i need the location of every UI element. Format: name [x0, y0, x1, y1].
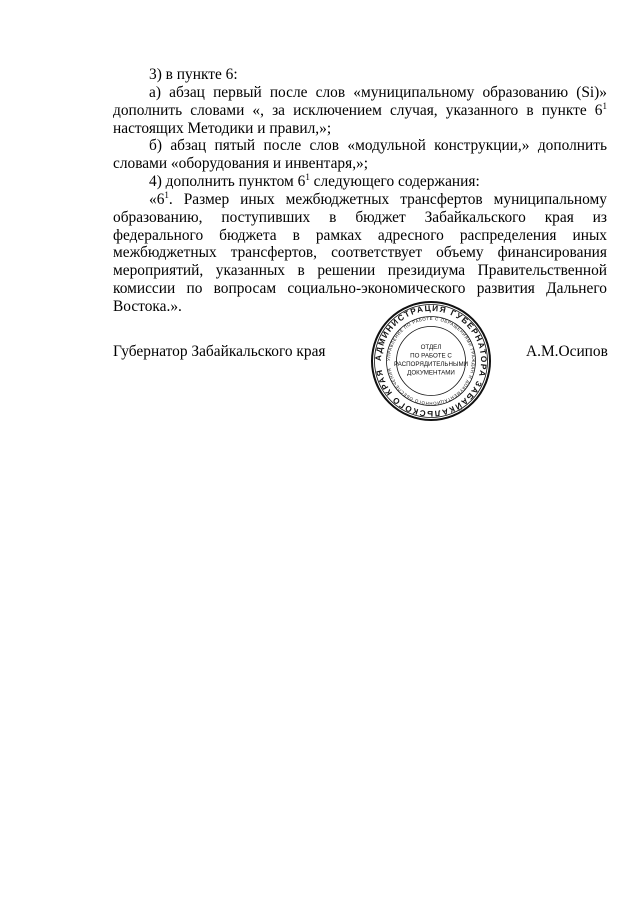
paragraph-new-point	[113, 191, 607, 316]
superscript: 1	[305, 172, 310, 182]
paragraph-subitem-b	[113, 137, 607, 173]
superscript: 1	[602, 100, 607, 111]
paragraph-text: настоящих Методики и правил,»;	[113, 119, 332, 137]
paragraph-item-4	[113, 173, 607, 191]
paragraph-text: 3) в пункте 6:	[149, 66, 238, 83]
seal-outer-text: АДМИНИСТРАЦИЯ ГУБЕРНАТОРА ЗАБАЙКАЛЬСКОГО КРАЯ	[373, 303, 489, 419]
seal-inner-text: УПРАВЛЕНИЕ ПО РАБОТЕ С ОБРАЩЕНИЯМИ ГРАЖДАН И ДОКУМЕНТАЦИОННОГО ОБЕСПЕЧЕНИЯ	[385, 315, 477, 407]
paragraph-text: . Размер иных межбюджетных трансфертов муниципальному образованию, поступивших в бюджет Забайкальского края из федерального бюджета в рамках адресного распределения иных межбюджетных трансфертов, соответствует объему финансирования мероприятий, указанных в решении президиума Правительственной комиссии по вопросам социально-экономического развития Дальнего Востока.».	[113, 191, 607, 315]
paragraph-subitem-a	[113, 84, 607, 137]
signatory-position: Губернатор Забайкальского края	[113, 343, 326, 360]
paragraph-text: «6	[149, 191, 165, 208]
paragraph-text: 4) дополнить пунктом 6	[149, 173, 306, 190]
svg-text:ОТДЕЛ: ОТДЕЛ	[420, 344, 442, 351]
paragraph-text: следующего содержания:	[309, 173, 480, 190]
svg-text:РАСПОРЯДИТЕЛЬНЫМИ: РАСПОРЯДИТЕЛЬНЫМИ	[393, 361, 469, 368]
paragraph-item-3	[113, 66, 607, 84]
svg-text:ПО РАБОТЕ С: ПО РАБОТЕ С	[410, 352, 452, 360]
paragraph-text: а) абзац первый после слов «муниципальному образованию (Si)» дополнить словами «, за исключением случая, указанного в пункте 6	[113, 84, 607, 119]
superscript: 1	[164, 190, 169, 200]
svg-text:ДОКУМЕНТАМИ: ДОКУМЕНТАМИ	[407, 369, 455, 377]
signatory-name: А.М.Осипов	[526, 343, 608, 360]
official-seal-stamp	[370, 300, 492, 422]
paragraph-text: б) абзац пятый после слов «модульной конструкции,» дополнить словами «оборудования и инвентаря,»;	[113, 137, 607, 172]
seal-center-text	[394, 344, 468, 377]
